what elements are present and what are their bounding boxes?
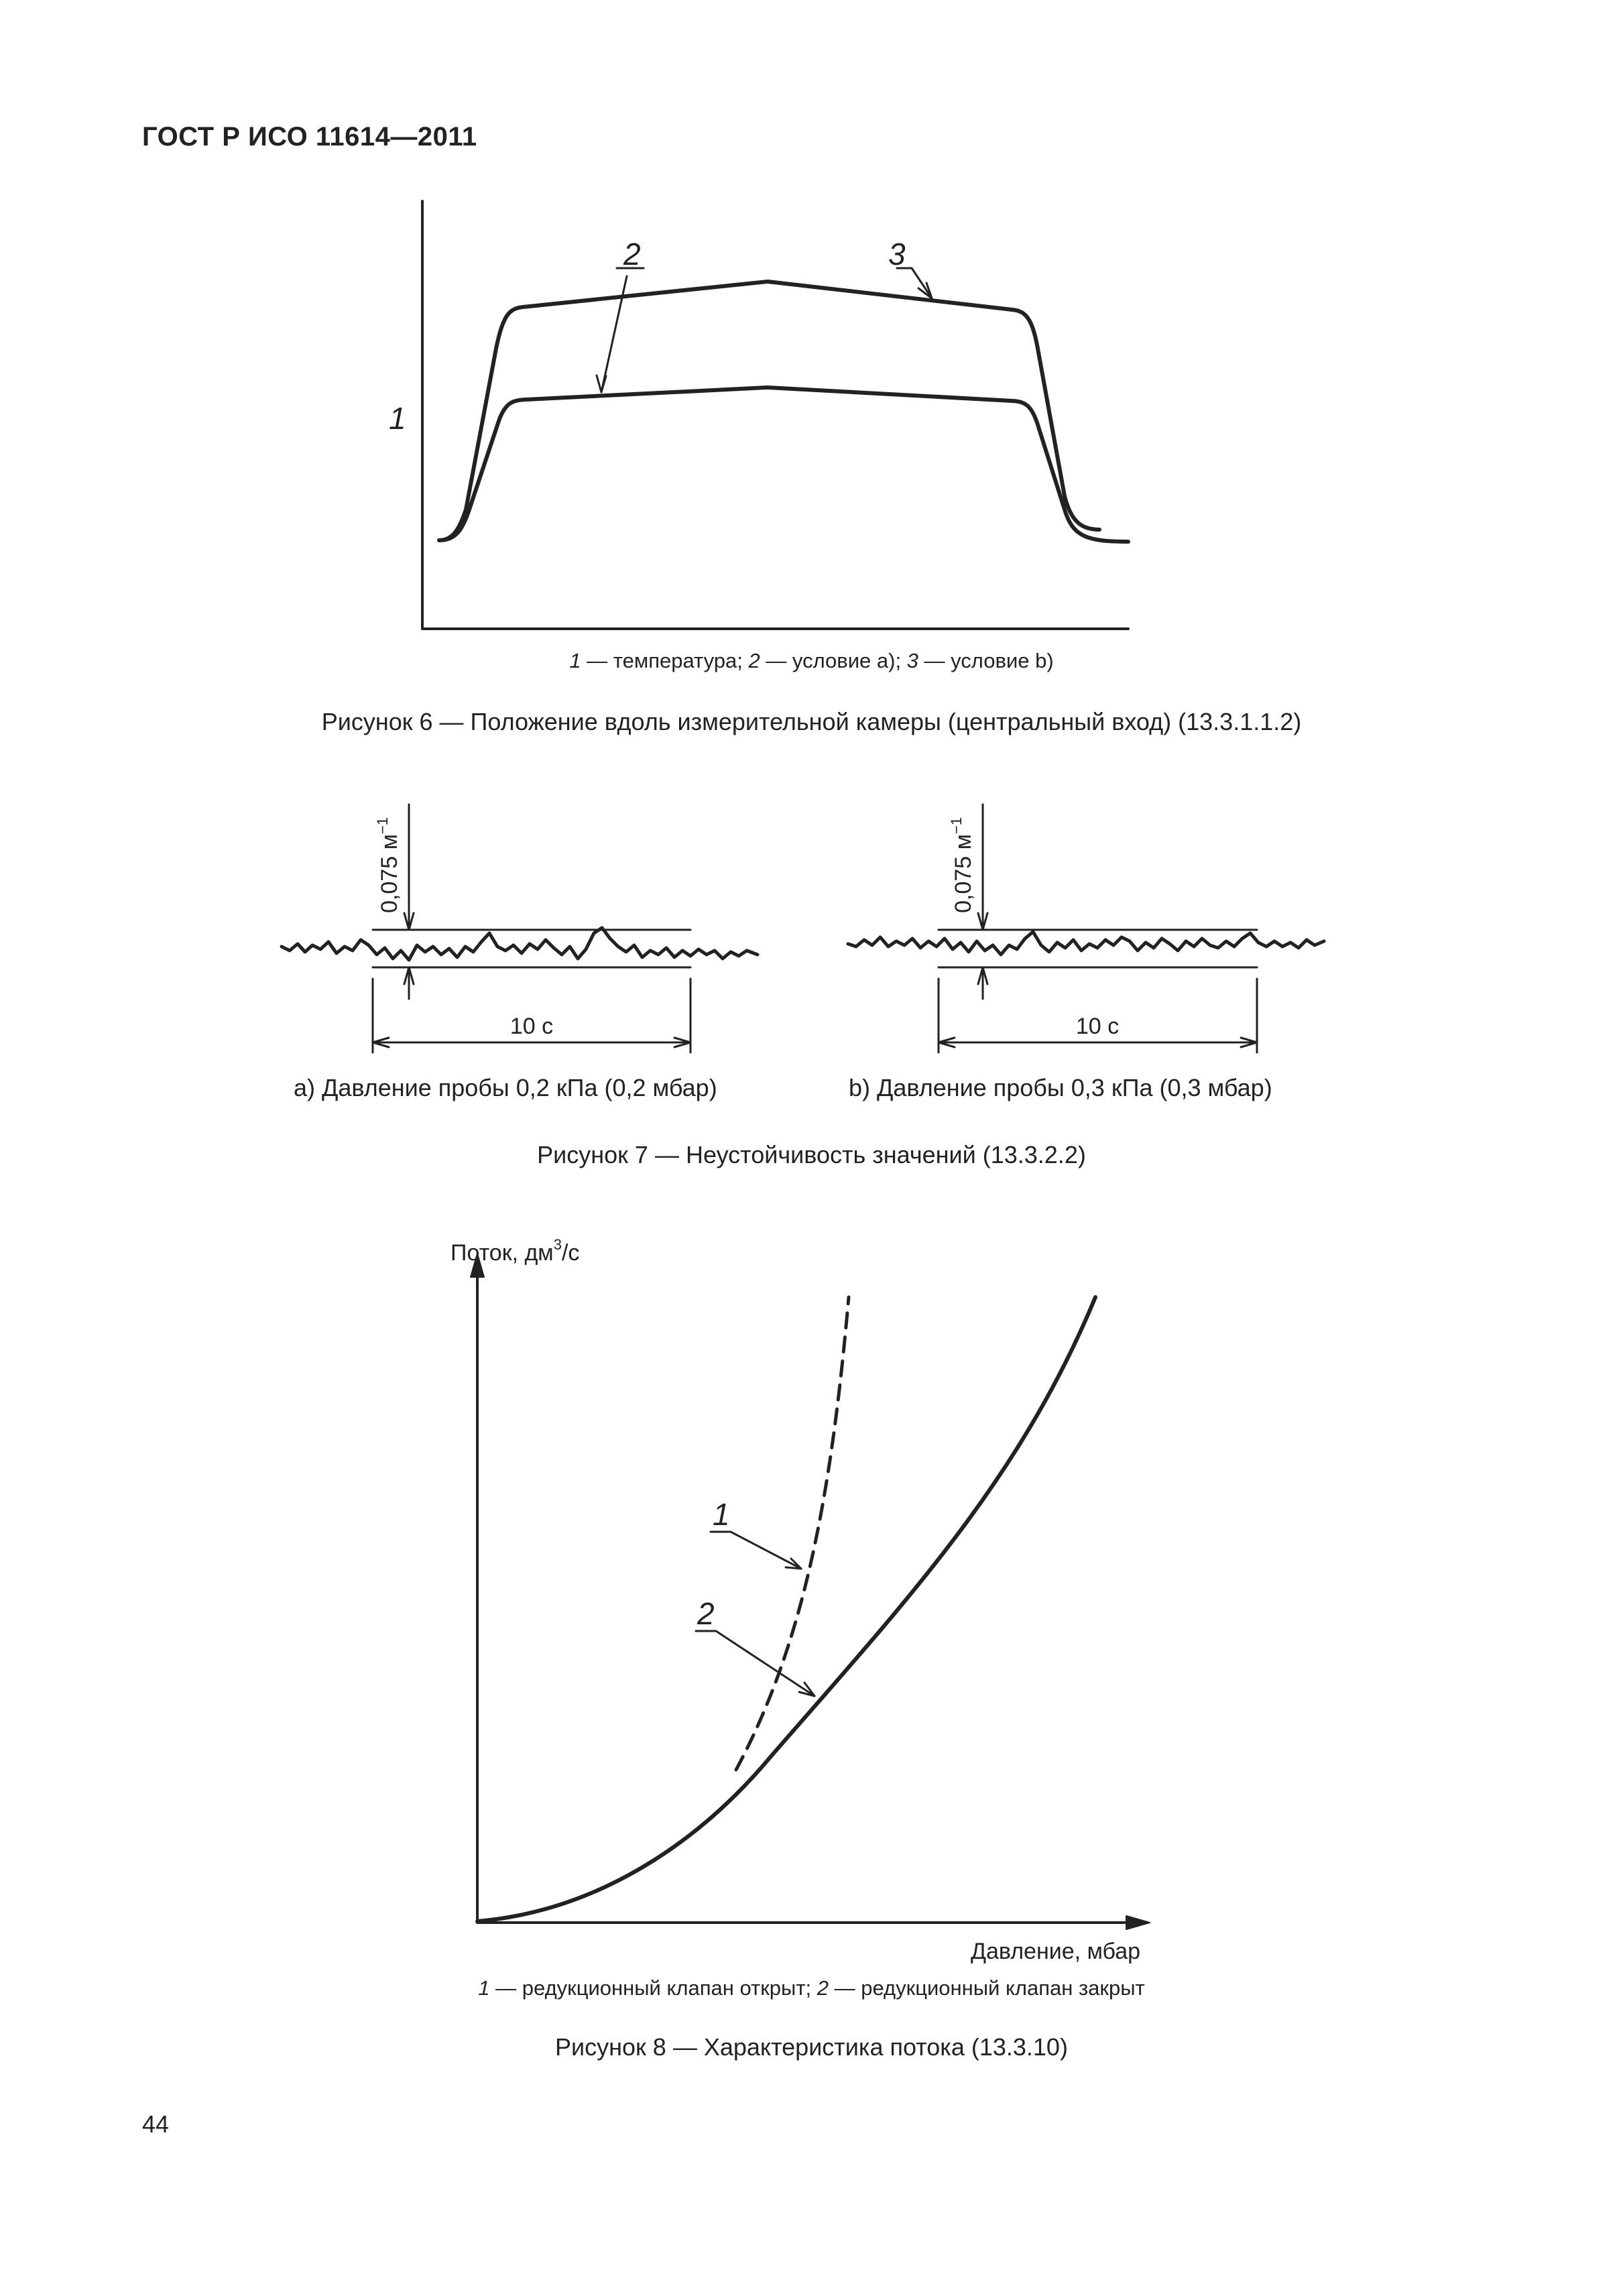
legend-number: 1 <box>569 649 581 672</box>
fig8-curve-valve-open <box>736 1297 849 1770</box>
legend-text: — условие b) <box>918 649 1054 672</box>
legend-text: — редукционный клапан закрыт <box>829 1976 1145 2000</box>
figure-7-caption: Рисунок 7 — Неустойчивость значений (13.3.2.2) <box>537 1141 1086 1168</box>
legend-number: 2 <box>817 1976 829 2000</box>
fig7a-band-label: 0,075 $м^{-1}$ <box>374 817 402 913</box>
fig8-callout-1: 1 <box>713 1497 730 1532</box>
fig7a-duration-label: 10 с <box>509 1014 554 1039</box>
legend-number: 1 <box>478 1976 490 2000</box>
legend-number: 3 <box>906 649 918 672</box>
legend-text: — редукционный клапан открыт; <box>489 1976 817 2000</box>
fig6-callout-1: 1 <box>389 401 406 436</box>
fig8-callout-2: 2 <box>697 1596 715 1631</box>
fig6-callout-2: 2 <box>623 237 641 271</box>
fig8-y-axis-label: Поток, $дм^3/с$ <box>450 1236 580 1266</box>
fig8-x-axis-label: Давление, мбар <box>971 1939 1141 1964</box>
fig6-callout-3: 3 <box>888 237 906 271</box>
figure-7a-subcaption: a) Давление пробы 0,2 кПа (0,2 мбар) <box>294 1074 717 1101</box>
figure-7b-subcaption: b) Давление пробы 0,3 кПа (0,3 мбар) <box>849 1074 1272 1101</box>
fig8-leader-2-arrow <box>799 1683 815 1696</box>
figure-8-caption: Рисунок 8 — Характеристика потока (13.3.10) <box>555 2033 1068 2061</box>
fig8-curve-valve-closed <box>477 1297 1095 1921</box>
fig7b-band-label: 0,075 $м^{-1}$ <box>948 817 976 913</box>
figure-6-caption: Рисунок 6 — Положение вдоль измерительной камеры (центральный вход) (13.3.1.1.2) <box>321 708 1302 735</box>
fig7b-duration-label: 10 с <box>1075 1014 1120 1039</box>
legend-text: — условие a); <box>760 649 907 672</box>
fig8-leader-2 <box>696 1631 815 1696</box>
figure-8-legend <box>0 1976 1623 2000</box>
document-header: ГОСТ Р ИСО 11614—2011 <box>142 122 477 152</box>
legend-text: — температура; <box>581 649 749 672</box>
fig8-x-arrow <box>1126 1916 1150 1929</box>
page-number: 44 <box>142 2110 170 2138</box>
fig8-leader-1 <box>711 1532 801 1569</box>
legend-number: 2 <box>748 649 760 672</box>
